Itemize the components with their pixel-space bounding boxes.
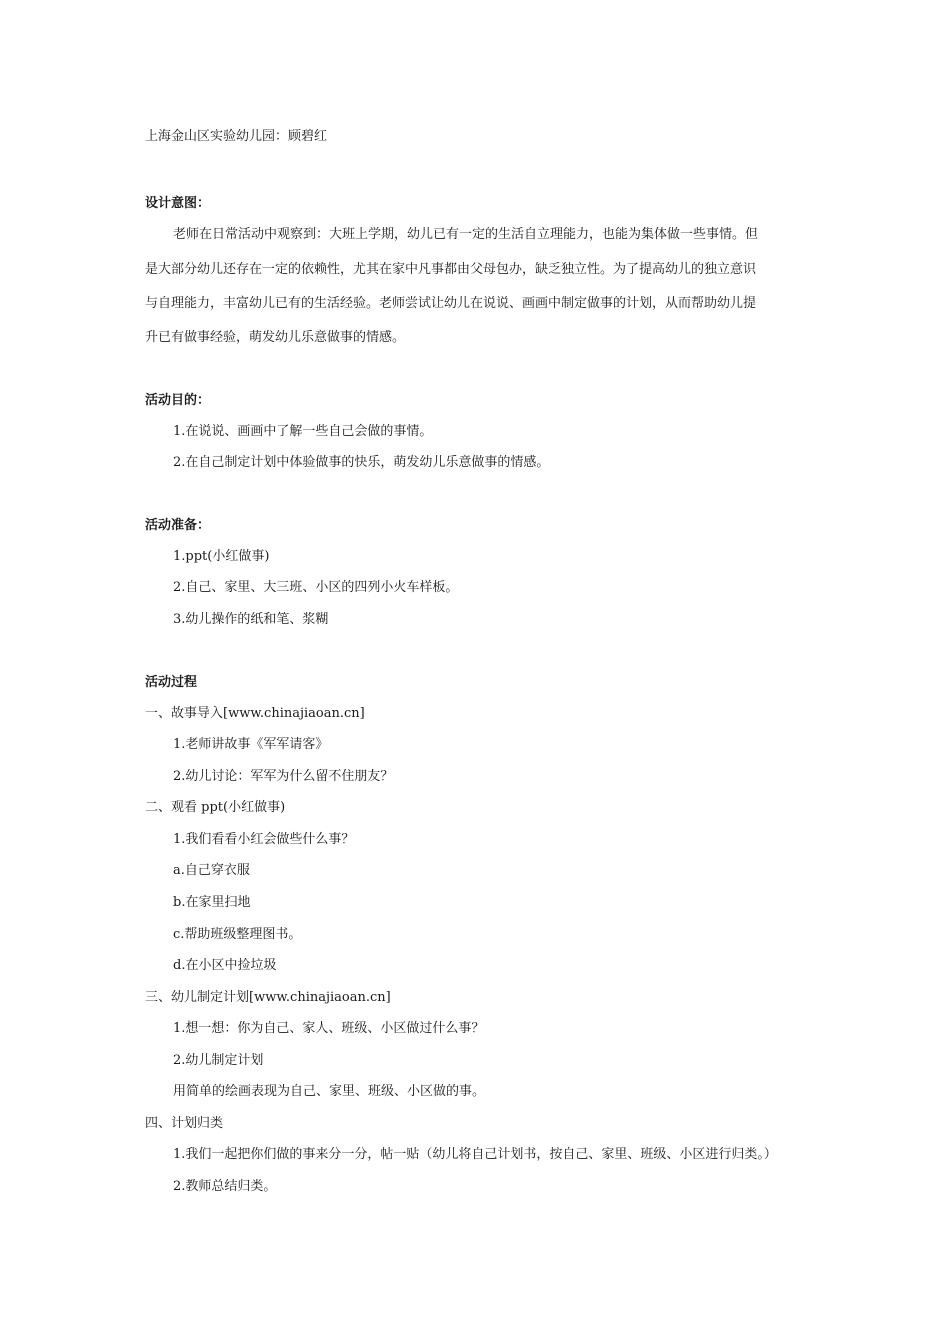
process-step-item: b.在家里扫地 (173, 895, 251, 910)
process-step-item: 2.教师总结归类。 (173, 1179, 277, 1194)
design-intent-line: 是大部分幼儿还存在一定的依赖性，尤其在家中凡事都由父母包办，缺乏独立性。为了提高幼儿的独立意识 (145, 262, 757, 277)
design-intent-line: 与自理能力，丰富幼儿已有的生活经验。老师尝试让幼儿在说说、画画中制定做事的计划，从而帮助幼儿提 (145, 296, 757, 311)
goals-heading: 活动目的： (145, 393, 211, 408)
process-heading: 活动过程 (145, 675, 198, 690)
process-step-title: 一、故事导入[www.chinajiaoan.cn] (145, 706, 365, 721)
process-step-item: 1.我们看看小红会做些什么事？ (173, 832, 355, 847)
design-intent-heading: 设计意图： (145, 196, 211, 211)
preparation-heading: 活动准备： (145, 518, 211, 533)
process-step-item: 用简单的绘画表现为自己、家里、班级、小区做的事。 (173, 1084, 486, 1099)
preparation-item: 3.幼儿操作的纸和笔、浆糊 (173, 612, 329, 627)
process-step-item: 1.我们一起把你们做的事来分一分，帖一贴（幼儿将自己计划书，按自己、家里、班级、小区进行归类。） (173, 1147, 777, 1162)
process-step-title: 二、观看 ppt(小红做事) (145, 800, 286, 815)
process-step-item: 1.老师讲故事《军军请客》 (173, 737, 329, 752)
goal-item: 2.在自己制定计划中体验做事的快乐，萌发幼儿乐意做事的情感。 (173, 455, 550, 470)
process-step-item: 2.幼儿制定计划 (173, 1053, 264, 1068)
preparation-item: 2.自己、家里、大三班、小区的四列小火车样板。 (173, 580, 459, 595)
author-line: 上海金山区实验幼儿园：顾碧红 (145, 129, 328, 144)
goal-item: 1.在说说、画画中了解一些自己会做的事情。 (173, 424, 433, 439)
design-intent-line: 老师在日常活动中观察到：大班上学期，幼儿已有一定的生活自立理能力，也能为集体做一些事情。但 (173, 227, 759, 242)
process-step-item: 2.幼儿讨论：军军为什么留不住朋友？ (173, 769, 394, 784)
process-step-item: c.帮助班级整理图书。 (173, 927, 302, 942)
process-step-item: 1.想一想：你为自己、家人、班级、小区做过什么事？ (173, 1021, 485, 1036)
process-step-item: a.自己穿衣服 (173, 863, 250, 878)
design-intent-line: 升已有做事经验，萌发幼儿乐意做事的情感。 (145, 330, 406, 345)
process-step-item: d.在小区中捡垃圾 (173, 958, 277, 973)
process-step-title: 三、幼儿制定计划[www.chinajiaoan.cn] (145, 990, 391, 1005)
process-step-title: 四、计划归类 (145, 1116, 224, 1131)
preparation-item: 1.ppt(小红做事) (173, 549, 270, 564)
